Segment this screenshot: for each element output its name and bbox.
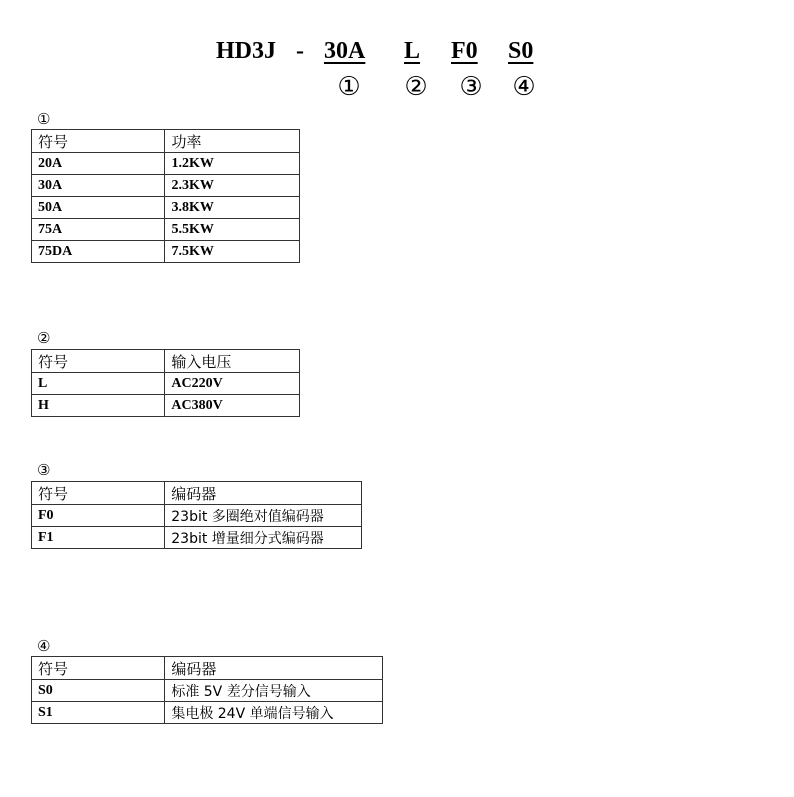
table-row	[32, 241, 300, 263]
encoder-table	[31, 481, 362, 549]
voltage-table	[31, 349, 300, 417]
value-cell: 集电极 24V 单端信号输入	[165, 702, 383, 724]
symbol-cell: 20A	[32, 153, 165, 175]
header-cell-encoder: 编码器	[165, 657, 383, 680]
model-marker-4: ④	[512, 72, 536, 102]
power-table	[31, 129, 300, 263]
header-cell-power: 功率	[165, 130, 300, 153]
value-cell: AC380V	[165, 395, 300, 417]
header-cell-symbol: 符号	[32, 482, 165, 505]
model-part-power: 30A	[324, 38, 366, 64]
model-part-signal: S0	[508, 38, 534, 64]
header-cell-encoder: 编码器	[165, 482, 362, 505]
table-row	[32, 702, 383, 724]
table-header-row	[32, 130, 300, 153]
table-header-row	[32, 657, 383, 680]
model-marker-2: ②	[404, 72, 428, 102]
symbol-cell: 30A	[32, 175, 165, 197]
value-cell: AC220V	[165, 373, 300, 395]
symbol-cell: S1	[32, 702, 165, 724]
value-cell: 23bit 多圈绝对值编码器	[165, 505, 362, 527]
header-cell-symbol: 符号	[32, 130, 165, 153]
model-part-encoder: F0	[451, 38, 478, 64]
symbol-cell: S0	[32, 680, 165, 702]
value-cell: 2.3KW	[165, 175, 300, 197]
value-cell: 5.5KW	[165, 219, 300, 241]
model-dash: -	[296, 38, 304, 64]
header-cell-symbol: 符号	[32, 657, 165, 680]
table-row	[32, 680, 383, 702]
symbol-cell: L	[32, 373, 165, 395]
table-row	[32, 527, 362, 549]
table-row	[32, 197, 300, 219]
header-cell-voltage: 输入电压	[165, 350, 300, 373]
symbol-cell: F0	[32, 505, 165, 527]
table-header-row	[32, 482, 362, 505]
model-marker-3: ③	[459, 72, 483, 102]
signal-table	[31, 656, 383, 724]
section-marker-encoder: ③	[37, 461, 51, 479]
value-cell: 标准 5V 差分信号输入	[165, 680, 383, 702]
value-cell: 7.5KW	[165, 241, 300, 263]
table-header-row	[32, 350, 300, 373]
table-row	[32, 153, 300, 175]
value-cell: 3.8KW	[165, 197, 300, 219]
model-part-voltage: L	[404, 38, 421, 64]
table-row	[32, 219, 300, 241]
table-row	[32, 395, 300, 417]
symbol-cell: 75DA	[32, 241, 165, 263]
symbol-cell: 75A	[32, 219, 165, 241]
symbol-cell: F1	[32, 527, 165, 549]
value-cell: 23bit 增量细分式编码器	[165, 527, 362, 549]
model-prefix: HD3J	[216, 38, 276, 64]
table-row	[32, 175, 300, 197]
section-marker-power: ①	[37, 110, 51, 128]
section-marker-voltage: ②	[37, 329, 51, 347]
section-marker-signal: ④	[37, 637, 51, 655]
header-cell-symbol: 符号	[32, 350, 165, 373]
model-marker-1: ①	[337, 72, 361, 102]
symbol-cell: H	[32, 395, 165, 417]
table-row	[32, 373, 300, 395]
symbol-cell: 50A	[32, 197, 165, 219]
value-cell: 1.2KW	[165, 153, 300, 175]
table-row	[32, 505, 362, 527]
